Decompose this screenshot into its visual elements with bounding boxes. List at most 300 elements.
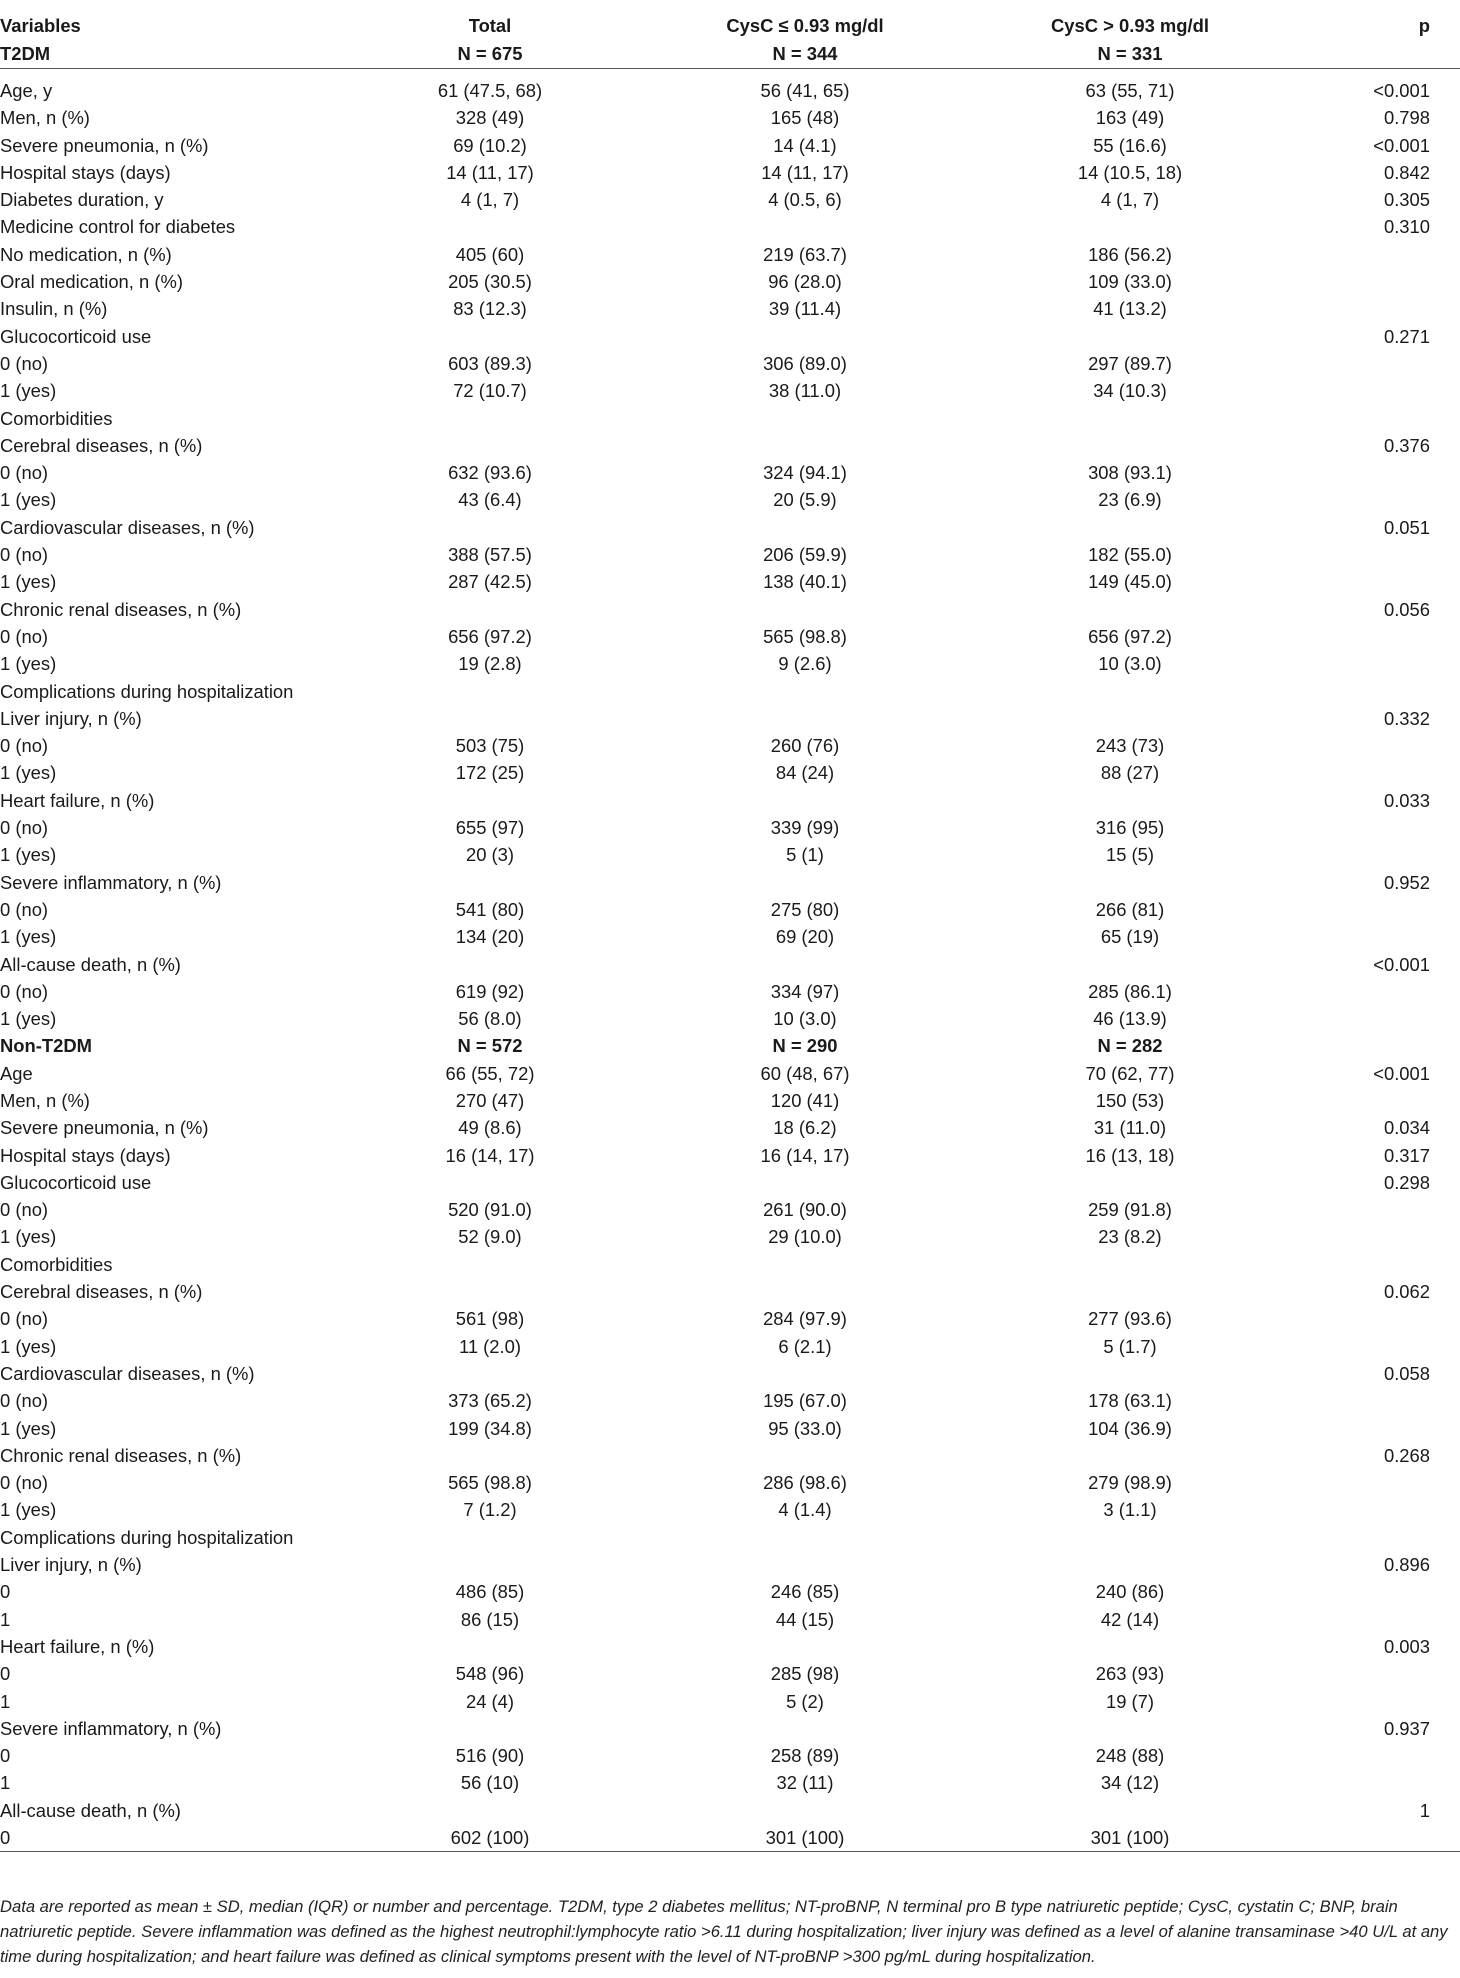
header-cell-cysc-low: CysC ≤ 0.93 mg/dl xyxy=(726,15,884,36)
table-row xyxy=(0,1087,1460,1114)
cysc-high-cell: 23 (6.9) xyxy=(1098,489,1162,511)
table-row xyxy=(0,295,1460,322)
p-value-cell xyxy=(1300,732,1460,759)
cysc-high-cell: 42 (14) xyxy=(1100,1608,1160,1630)
variable-cell: Comorbidities xyxy=(0,407,113,429)
variable-cell: Chronic renal diseases, n (%) xyxy=(0,598,242,620)
total-cell: 16 (14, 17) xyxy=(445,1144,535,1166)
p-value-cell xyxy=(1300,1005,1460,1032)
p-value-cell xyxy=(1300,1660,1460,1687)
table-row xyxy=(0,1469,1460,1496)
cysc-low-cell: 29 (10.0) xyxy=(768,1226,842,1248)
table-row xyxy=(0,132,1460,159)
cysc-low-cell: 138 (40.1) xyxy=(763,571,847,593)
variable-cell: Diabetes duration, y xyxy=(0,189,164,211)
p-value-cell: 0.952 xyxy=(1383,871,1430,893)
variable-cell: Insulin, n (%) xyxy=(0,298,108,320)
cysc-low-cell xyxy=(650,1169,960,1196)
variable-cell: Severe pneumonia, n (%) xyxy=(0,1117,209,1139)
cysc-high-cell: 46 (13.9) xyxy=(1093,1008,1167,1030)
variable-cell: 0 (no) xyxy=(0,462,49,484)
cysc-high-cell: 14 (10.5, 18) xyxy=(1077,161,1183,183)
p-value-cell: 1 xyxy=(1419,1799,1430,1821)
variable-cell: 1 (yes) xyxy=(0,571,57,593)
cysc-low-cell: 56 (41, 65) xyxy=(650,69,960,105)
table-row xyxy=(0,104,1460,131)
total-cell xyxy=(330,705,650,732)
table-row xyxy=(0,1196,1460,1223)
cysc-high-cell: 34 (10.3) xyxy=(1093,380,1167,402)
total-cell xyxy=(330,1524,650,1551)
variable-cell: 0 (no) xyxy=(0,544,49,566)
cysc-low-cell: 4 (1.4) xyxy=(778,1499,832,1521)
variable-cell: 0 (no) xyxy=(0,1390,49,1412)
total-cell: 270 (47) xyxy=(455,1089,525,1111)
cysc-high-cell xyxy=(960,1251,1300,1278)
p-value-cell: 0.058 xyxy=(1383,1362,1430,1384)
table-row xyxy=(0,923,1460,950)
total-cell: 516 (90) xyxy=(455,1745,525,1767)
variable-cell: 1 (yes) xyxy=(0,380,57,402)
header-cell-total: Total xyxy=(468,15,512,36)
cysc-high-cell: 109 (33.0) xyxy=(1088,271,1172,293)
p-value-cell xyxy=(1300,1251,1460,1278)
p-value-cell: 0.937 xyxy=(1383,1717,1430,1739)
cysc-high-cell xyxy=(960,514,1300,541)
variable-cell: 0 xyxy=(0,1824,330,1852)
cysc-high-cell: 65 (19) xyxy=(1100,926,1160,948)
cysc-high-cell xyxy=(960,432,1300,459)
p-value-cell: 0.305 xyxy=(1383,189,1430,211)
p-value-cell xyxy=(1300,814,1460,841)
total-cell xyxy=(330,1442,650,1469)
total-cell xyxy=(330,1251,650,1278)
table-row xyxy=(0,896,1460,923)
cysc-low-cell xyxy=(650,1551,960,1578)
cysc-low-cell xyxy=(650,869,960,896)
p-value-cell xyxy=(1300,1415,1460,1442)
variable-cell: 0 (no) xyxy=(0,817,49,839)
p-value-cell xyxy=(1300,1769,1460,1796)
total-cell: 52 (9.0) xyxy=(458,1226,522,1248)
variable-cell: Non-T2DM xyxy=(0,1035,92,1057)
cysc-high-cell: 88 (27) xyxy=(1100,762,1160,784)
table-row xyxy=(0,759,1460,786)
cysc-low-cell: 246 (85) xyxy=(770,1581,840,1603)
total-cell: 56 (10) xyxy=(460,1772,520,1794)
cysc-low-cell xyxy=(650,1633,960,1660)
table-row xyxy=(0,787,1460,814)
p-value-cell xyxy=(1300,678,1460,705)
header-cell-cysc-high-n: N = 331 xyxy=(1097,43,1163,64)
table-row xyxy=(0,978,1460,1005)
total-cell: 619 (92) xyxy=(455,980,525,1002)
cysc-high-cell xyxy=(960,1169,1300,1196)
table-row xyxy=(0,459,1460,486)
cysc-high-cell: 259 (91.8) xyxy=(1088,1199,1172,1221)
cysc-low-cell: 339 (99) xyxy=(770,817,840,839)
total-cell: 66 (55, 72) xyxy=(445,1062,535,1084)
total-cell: 561 (98) xyxy=(455,1308,525,1330)
p-value-cell xyxy=(1300,841,1460,868)
cysc-high-cell xyxy=(960,1797,1300,1824)
total-cell: 205 (30.5) xyxy=(448,271,532,293)
cysc-low-cell xyxy=(650,1251,960,1278)
cysc-low-cell xyxy=(650,1278,960,1305)
p-value-cell xyxy=(1300,541,1460,568)
p-value-cell: 0.268 xyxy=(1383,1444,1430,1466)
p-value-cell xyxy=(1300,1333,1460,1360)
variable-cell: Glucocorticoid use xyxy=(0,1171,152,1193)
p-value-cell xyxy=(1300,1223,1460,1250)
variable-cell: 0 xyxy=(0,1663,11,1685)
cysc-high-cell: 55 (16.6) xyxy=(1093,134,1167,156)
cysc-low-cell: 334 (97) xyxy=(770,980,840,1002)
p-value-cell xyxy=(1300,1606,1460,1633)
table-row xyxy=(0,350,1460,377)
cysc-low-cell: 14 (4.1) xyxy=(773,134,837,156)
table-row xyxy=(0,1005,1460,1032)
p-value-cell xyxy=(1300,978,1460,1005)
cysc-low-cell xyxy=(650,787,960,814)
table-row xyxy=(0,1223,1460,1250)
variable-cell: Cerebral diseases, n (%) xyxy=(0,434,203,456)
variable-cell: Medicine control for diabetes xyxy=(0,216,236,238)
cysc-low-cell xyxy=(650,514,960,541)
cysc-high-cell: 4 (1, 7) xyxy=(1100,189,1160,211)
variable-cell: 1 (yes) xyxy=(0,762,57,784)
cysc-high-cell: 34 (12) xyxy=(1100,1772,1160,1794)
total-cell: N = 572 xyxy=(457,1035,523,1057)
p-value-cell xyxy=(1300,1496,1460,1523)
header-cell-cysc-low-n: N = 344 xyxy=(772,43,838,64)
p-value-cell: 0.062 xyxy=(1383,1281,1430,1303)
cysc-low-cell: 284 (97.9) xyxy=(763,1308,847,1330)
variable-cell: 1 (yes) xyxy=(0,844,57,866)
cysc-high-cell: 15 (5) xyxy=(1105,844,1155,866)
cysc-high-cell: 308 (93.1) xyxy=(1088,462,1172,484)
total-cell: 19 (2.8) xyxy=(458,653,522,675)
table-row xyxy=(0,541,1460,568)
table-row xyxy=(0,814,1460,841)
table-row xyxy=(0,1551,1460,1578)
total-cell xyxy=(330,951,650,978)
total-cell xyxy=(330,869,650,896)
table-row xyxy=(0,732,1460,759)
table-row xyxy=(0,1606,1460,1633)
p-value-cell: 0.051 xyxy=(1383,516,1430,538)
p-value-cell: 0.896 xyxy=(1383,1554,1430,1576)
total-cell: 43 (6.4) xyxy=(458,489,522,511)
p-value-cell xyxy=(1300,405,1460,432)
cysc-high-cell: 243 (73) xyxy=(1095,735,1165,757)
p-value-cell: 0.056 xyxy=(1383,598,1430,620)
cysc-low-cell: 260 (76) xyxy=(770,735,840,757)
table-row xyxy=(0,186,1460,213)
total-cell: 405 (60) xyxy=(455,243,525,265)
cysc-high-cell xyxy=(960,1551,1300,1578)
table-row xyxy=(0,1387,1460,1414)
total-cell: 49 (8.6) xyxy=(458,1117,522,1139)
total-cell: 11 (2.0) xyxy=(458,1335,521,1357)
header-cell-p: p xyxy=(1418,15,1430,36)
cysc-high-cell xyxy=(960,787,1300,814)
header-row xyxy=(0,8,1460,40)
cysc-high-cell: N = 282 xyxy=(1097,1035,1163,1057)
variable-cell: Men, n (%) xyxy=(0,107,90,129)
table-row xyxy=(0,1633,1460,1660)
cysc-low-cell: 165 (48) xyxy=(770,107,840,129)
table-row xyxy=(0,1333,1460,1360)
total-cell: 69 (10.2) xyxy=(453,134,527,156)
total-cell xyxy=(330,432,650,459)
header-cell-variables: Variables xyxy=(0,15,81,36)
variable-cell: No medication, n (%) xyxy=(0,243,172,265)
table-row xyxy=(0,1578,1460,1605)
total-cell: 548 (96) xyxy=(455,1663,525,1685)
cysc-low-cell: 32 (11) xyxy=(776,1772,834,1794)
cysc-high-cell xyxy=(960,323,1300,350)
total-cell xyxy=(330,1715,650,1742)
total-cell xyxy=(330,1278,650,1305)
total-cell xyxy=(330,678,650,705)
p-value-cell xyxy=(1300,459,1460,486)
p-value-cell xyxy=(1300,1196,1460,1223)
table-row xyxy=(0,1442,1460,1469)
cysc-high-cell xyxy=(960,678,1300,705)
cysc-low-cell: 39 (11.4) xyxy=(768,298,842,320)
total-cell: 328 (49) xyxy=(455,107,525,129)
cysc-high-cell: 10 (3.0) xyxy=(1098,653,1162,675)
cysc-high-cell: 16 (13, 18) xyxy=(1085,1144,1175,1166)
cysc-low-cell: 44 (15) xyxy=(775,1608,835,1630)
table-row xyxy=(0,213,1460,240)
cysc-high-cell xyxy=(960,1524,1300,1551)
p-value-cell: <0.001 xyxy=(1373,134,1430,156)
cysc-low-cell xyxy=(650,951,960,978)
cysc-low-cell: 286 (98.6) xyxy=(763,1472,847,1494)
variable-cell: Liver injury, n (%) xyxy=(0,1554,142,1576)
p-value-cell: 0.298 xyxy=(1383,1171,1430,1193)
variable-cell: Complications during hospitalization xyxy=(0,1526,294,1548)
variable-cell: All-cause death, n (%) xyxy=(0,1799,181,1821)
cysc-low-cell: 5 (2) xyxy=(786,1690,824,1712)
total-cell xyxy=(330,1551,650,1578)
p-value-cell xyxy=(1300,1824,1460,1852)
cysc-low-cell: 84 (24) xyxy=(775,762,835,784)
cysc-high-cell: 285 (86.1) xyxy=(1088,980,1172,1002)
cysc-low-cell: 120 (41) xyxy=(770,1089,840,1111)
total-cell: 373 (65.2) xyxy=(448,1390,532,1412)
table-row xyxy=(0,1278,1460,1305)
total-cell xyxy=(330,1797,650,1824)
total-cell: 56 (8.0) xyxy=(458,1008,522,1030)
cysc-high-cell: 266 (81) xyxy=(1095,898,1165,920)
table-row xyxy=(0,1142,1460,1169)
variable-cell: Comorbidities xyxy=(0,1253,113,1275)
cysc-high-cell: 41 (13.2) xyxy=(1093,298,1167,320)
cysc-low-cell: 96 (28.0) xyxy=(768,271,842,293)
variable-cell: 0 (no) xyxy=(0,352,49,374)
p-value-cell: <0.001 xyxy=(1373,1062,1430,1084)
total-cell: 486 (85) xyxy=(455,1581,525,1603)
p-value-cell xyxy=(1300,1524,1460,1551)
p-value-cell xyxy=(1300,1469,1460,1496)
table-row xyxy=(0,951,1460,978)
p-value-cell: 0.332 xyxy=(1383,707,1430,729)
table-row xyxy=(0,268,1460,295)
total-cell: 287 (42.5) xyxy=(448,571,532,593)
total-cell xyxy=(330,596,650,623)
table-row xyxy=(0,323,1460,350)
cysc-high-cell: 149 (45.0) xyxy=(1088,571,1172,593)
total-cell: 655 (97) xyxy=(455,817,525,839)
p-value-cell: 0.842 xyxy=(1383,161,1430,183)
table-row xyxy=(0,1060,1460,1087)
cysc-low-cell: 60 (48, 67) xyxy=(760,1062,850,1084)
cysc-low-cell xyxy=(650,213,960,240)
cysc-low-cell: 285 (98) xyxy=(770,1663,840,1685)
table-row xyxy=(0,869,1460,896)
cysc-low-cell: 258 (89) xyxy=(770,1745,840,1767)
cysc-low-cell xyxy=(650,1797,960,1824)
cysc-low-cell xyxy=(650,432,960,459)
header-cell-cysc-high: CysC > 0.93 mg/dl xyxy=(1051,15,1209,36)
table-row xyxy=(0,1169,1460,1196)
variable-cell: Heart failure, n (%) xyxy=(0,789,155,811)
cysc-high-cell: 297 (89.7) xyxy=(1088,352,1172,374)
table-row xyxy=(0,432,1460,459)
table-row xyxy=(0,1715,1460,1742)
variable-cell: Complications during hospitalization xyxy=(0,680,294,702)
cysc-low-cell xyxy=(650,323,960,350)
p-value-cell xyxy=(1300,268,1460,295)
table-row xyxy=(0,405,1460,432)
cysc-low-cell: 9 (2.6) xyxy=(778,653,832,675)
variable-cell: Cardiovascular diseases, n (%) xyxy=(0,1362,255,1384)
cysc-low-cell: 301 (100) xyxy=(650,1824,960,1852)
cysc-low-cell: 324 (94.1) xyxy=(763,462,847,484)
total-cell: 565 (98.8) xyxy=(448,1472,532,1494)
variable-cell: Cardiovascular diseases, n (%) xyxy=(0,516,255,538)
p-value-cell: 0.798 xyxy=(1383,107,1430,129)
cysc-low-cell: 206 (59.9) xyxy=(763,544,847,566)
variable-cell: 0 (no) xyxy=(0,898,49,920)
total-cell xyxy=(330,1633,650,1660)
cysc-low-cell: 565 (98.8) xyxy=(763,625,847,647)
cysc-low-cell: 6 (2.1) xyxy=(778,1335,832,1357)
p-value-cell xyxy=(1300,1032,1460,1059)
variable-cell: Severe pneumonia, n (%) xyxy=(0,134,209,156)
table-row xyxy=(0,596,1460,623)
table-row xyxy=(0,1305,1460,1332)
total-cell xyxy=(330,514,650,541)
cysc-high-cell xyxy=(960,1442,1300,1469)
variable-cell: 1 (yes) xyxy=(0,1417,57,1439)
p-value-cell: 0.310 xyxy=(1383,216,1430,238)
cysc-low-cell: 38 (11.0) xyxy=(768,380,842,402)
table-row xyxy=(0,1360,1460,1387)
total-cell: 199 (34.8) xyxy=(448,1417,532,1439)
total-cell: 632 (93.6) xyxy=(448,462,532,484)
cysc-high-cell: 63 (55, 71) xyxy=(960,69,1300,105)
total-cell: 656 (97.2) xyxy=(448,625,532,647)
table-header xyxy=(0,8,1460,69)
variable-cell: Cerebral diseases, n (%) xyxy=(0,1281,203,1303)
total-cell: 4 (1, 7) xyxy=(460,189,520,211)
total-cell: 7 (1.2) xyxy=(463,1499,517,1521)
total-cell xyxy=(330,787,650,814)
cysc-high-cell: 656 (97.2) xyxy=(1088,625,1172,647)
cysc-high-cell xyxy=(960,1360,1300,1387)
table-row xyxy=(0,241,1460,268)
cysc-low-cell xyxy=(650,405,960,432)
cysc-low-cell: 69 (20) xyxy=(775,926,835,948)
cysc-low-cell xyxy=(650,1442,960,1469)
table-row xyxy=(0,841,1460,868)
cysc-low-cell: N = 290 xyxy=(772,1035,838,1057)
baseline-characteristics-table xyxy=(0,8,1460,1852)
cysc-high-cell: 277 (93.6) xyxy=(1088,1308,1172,1330)
header-cell-total-n: N = 675 xyxy=(457,43,523,64)
table-row xyxy=(0,1032,1460,1059)
p-value-cell: 0.271 xyxy=(1383,325,1430,347)
table-row xyxy=(0,486,1460,513)
p-value-cell xyxy=(1300,1305,1460,1332)
variable-cell: 0 (no) xyxy=(0,1308,49,1330)
total-cell xyxy=(330,213,650,240)
total-cell: 72 (10.7) xyxy=(453,380,527,402)
total-cell xyxy=(330,405,650,432)
total-cell: 14 (11, 17) xyxy=(446,161,534,183)
cysc-high-cell xyxy=(960,213,1300,240)
table-row xyxy=(0,568,1460,595)
cysc-high-cell xyxy=(960,869,1300,896)
p-value-cell: <0.001 xyxy=(1300,69,1460,105)
variable-cell: Hospital stays (days) xyxy=(0,161,171,183)
cysc-high-cell: 186 (56.2) xyxy=(1088,243,1172,265)
total-cell: 83 (12.3) xyxy=(453,298,527,320)
p-value-cell xyxy=(1300,1688,1460,1715)
p-value-cell xyxy=(1300,486,1460,513)
cysc-low-cell: 195 (67.0) xyxy=(763,1390,847,1412)
variable-cell: Severe inflammatory, n (%) xyxy=(0,1717,222,1739)
cysc-low-cell xyxy=(650,596,960,623)
table-row xyxy=(0,705,1460,732)
variable-cell: 1 xyxy=(0,1608,11,1630)
table-row xyxy=(0,1524,1460,1551)
variable-cell: 0 xyxy=(0,1581,11,1603)
table-row xyxy=(0,1251,1460,1278)
variable-cell: 1 (yes) xyxy=(0,489,57,511)
p-value-cell: 0.376 xyxy=(1383,434,1430,456)
variable-cell: 1 xyxy=(0,1772,11,1794)
cysc-low-cell: 95 (33.0) xyxy=(768,1417,842,1439)
p-value-cell xyxy=(1300,1578,1460,1605)
cysc-low-cell: 14 (11, 17) xyxy=(761,161,849,183)
table-row xyxy=(0,1769,1460,1796)
variable-cell: 1 xyxy=(0,1690,11,1712)
cysc-high-cell: 178 (63.1) xyxy=(1088,1390,1172,1412)
cysc-high-cell: 5 (1.7) xyxy=(1103,1335,1157,1357)
cysc-high-cell xyxy=(960,596,1300,623)
variable-cell: 0 (no) xyxy=(0,1199,49,1221)
cysc-low-cell: 5 (1) xyxy=(786,844,824,866)
table-row xyxy=(0,377,1460,404)
cysc-low-cell: 275 (80) xyxy=(770,898,840,920)
cysc-high-cell: 301 (100) xyxy=(960,1824,1300,1852)
variable-cell: 1 (yes) xyxy=(0,1226,57,1248)
